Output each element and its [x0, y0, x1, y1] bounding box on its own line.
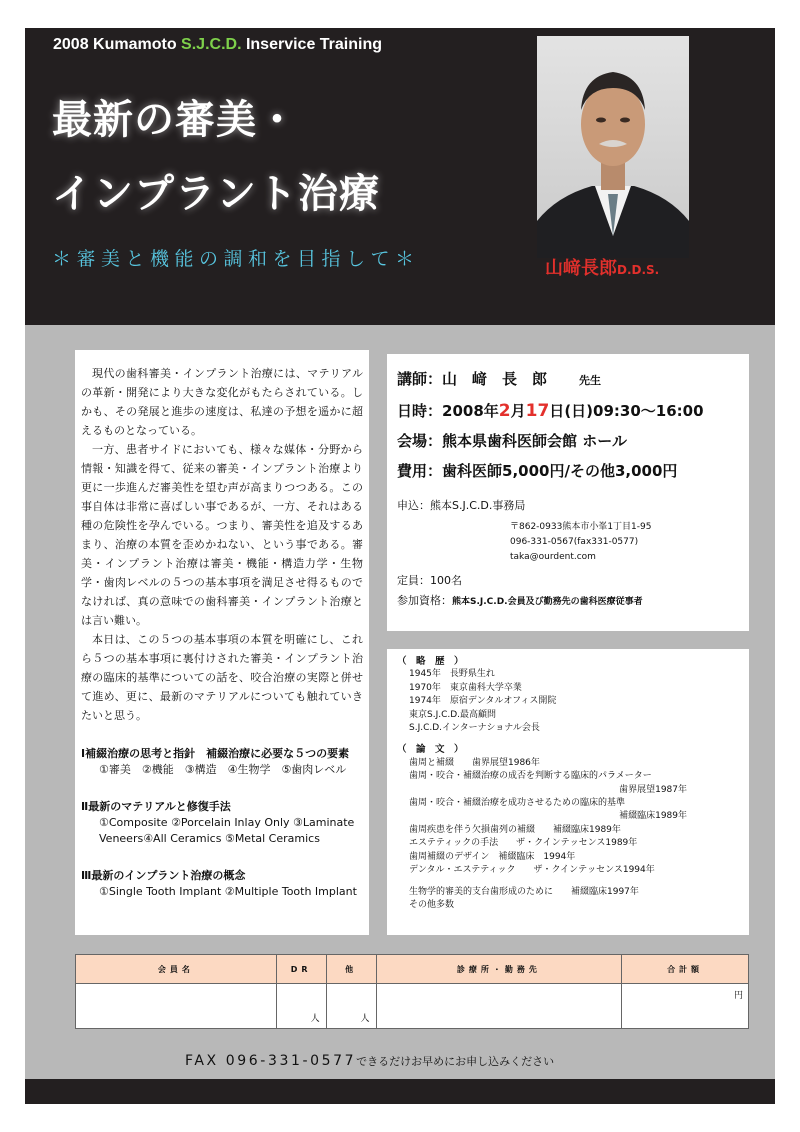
paper-item: 歯周疾患を伴う欠損歯列の補綴 補綴臨床1989年 [409, 824, 621, 835]
col-member-name: 会員名 [76, 955, 277, 984]
fee-line: 費用：歯科医師5,000円/その他3,000円 [397, 462, 678, 480]
history-item: S.J.C.D.インターナショナル会長 [409, 723, 540, 734]
paper-item: デンタル・エステティック ザ・クインテッセンス1994年 [409, 865, 655, 876]
history-item: 東京S.J.C.D.最高顧問 [409, 709, 497, 720]
intro-paragraph: 現代の歯科審美・インプラント治療には、マテリアルの革新・開発により大きな変化がもたらされている。しかも、その発展と進歩の速度は、私達の予想を遥かに超えるものとなっている。 [81, 367, 363, 437]
person-unit: 人 [360, 1014, 370, 1024]
topic-detail: ①審美 ②機能 ③構造 ④生物学 ⑤歯肉レベル [99, 763, 347, 776]
fax-line [185, 1050, 554, 1069]
topic-heading: Ⅱ最新のマテリアルと修復手法 [81, 800, 231, 813]
paper-source: 歯界展望1987年 [619, 784, 687, 795]
total-amount-field[interactable] [622, 984, 749, 1029]
history-item: 1974年 原宿デンタルオフィス開院 [409, 696, 557, 707]
topic-heading: Ⅲ最新のインプラント治療の概念 [81, 869, 246, 882]
date-month: 2 [498, 401, 511, 421]
col-total: 合計額 [622, 955, 749, 984]
history-item: 1970年 東京歯科大学卒業 [409, 682, 522, 693]
paper-item: 歯周・咬合・補綴治療の成否を判断する臨床的パラメーター [409, 771, 652, 782]
speaker-bio-panel [387, 649, 749, 935]
paper-item: 歯周・咬合・補綴治療を成功させるための臨床的基準 [409, 798, 626, 809]
col-clinic: 診療所・勤務先 [376, 955, 622, 984]
speaker-portrait-icon [537, 36, 689, 258]
sjcd-label: S.J.C.D. [181, 36, 242, 53]
other-count-field[interactable] [326, 984, 376, 1029]
content-area [25, 325, 775, 1079]
footer-bar [25, 1079, 775, 1104]
topic-3 [81, 867, 363, 900]
intro-paragraph: 一方、患者サイドにおいても、様々な媒体・分野から情報・知識を得て、従来の審美・インプラント治療より更に一歩進んだ審美性を望む声が高まりつつある。この事自体は非常に喜ばしい事であるが、一方、それはある種の危険性を孕んでいる。つまり、審美性を追及するあまり、治療の本質を歪めかねない、という事である。審美・インプラント治療は審美・機能・構造力学・生物学・歯肉レベルの５つの基本事項を満足させ得るものでなければ、真の意味での歯科審美・インプラント治療とは言い難い。 [81, 443, 363, 627]
qualification-line: 参加資格：熊本S.J.C.D.会員及び勤務先の歯科医療従事者 [397, 594, 643, 607]
speaker-name: 山﨑長郎D.D.S. [545, 258, 660, 279]
col-dr: DR [276, 955, 326, 984]
paper-item: 歯周と補綴 歯界展望1986年 [409, 757, 540, 768]
history-heading: （ 略 歴 ） [397, 656, 464, 667]
paper-others: その他多数 [409, 899, 455, 910]
contact-address [510, 520, 739, 565]
registration-form [75, 954, 749, 1029]
yen-unit: 円 [733, 991, 743, 1001]
papers-heading: （ 論 文 ） [397, 744, 464, 756]
paper-item: 生物学的審美的支台歯形成のために 補綴臨床1997年 [409, 886, 639, 897]
paper-source: 補綴臨床1989年 [619, 811, 687, 822]
fax-note: できるだけお早めにお申し込みください [356, 1055, 555, 1068]
postal-address: 〒862-0933熊本市小峯1丁目1-95 [510, 522, 652, 532]
lecturer-name: 山 﨑 長 郎 [442, 370, 548, 388]
topic-1 [81, 745, 363, 778]
intro-text [81, 364, 363, 725]
intro-paragraph: 本日は、この５つの基本事項の本質を明確にし、これら５つの基本事項に裏付けされた審美・インプラント治療の臨床的基準についての話を、咬合治療の実際と併せて進め、更に、最新のマテリアルについても触れていきたいと思う。 [81, 633, 363, 722]
speaker-photo [537, 36, 689, 258]
clinic-field[interactable] [376, 984, 622, 1029]
topic-2 [81, 798, 363, 847]
date-line: 日時：2008年2月17日(日)09:30～16:00 [397, 401, 704, 421]
main-title-line1: 最新の審美・ [52, 97, 298, 143]
event-name: 2008 Kumamoto S.J.C.D. Inservice Training [53, 36, 383, 53]
paper-item: 歯周補綴のデザイン 補綴臨床 1994年 [409, 851, 576, 862]
venue-line: 会場：熊本県歯科医師会館 ホール [397, 432, 627, 450]
capacity-line: 定員：100名 [397, 574, 462, 587]
speaker-degree: D.D.S. [617, 263, 660, 277]
subtitle: ＊審美と機能の調和を目指して＊ [52, 248, 420, 270]
col-other: 他 [326, 955, 376, 984]
topic-detail: ①Single Tooth Implant ②Multiple Tooth Implant [99, 885, 357, 898]
history-item: 1945年 長野県生れ [409, 669, 495, 680]
topic-detail: ①Composite ②Porcelain Inlay Only ③Laminate Veneers④All Ceramics ⑤Metal Ceramics [99, 816, 355, 845]
lecturer-line: 講師：山 﨑 長 郎 先生 [397, 370, 602, 388]
dr-count-field[interactable] [276, 984, 326, 1029]
fax-number: FAX 096-331-0577 [185, 1053, 357, 1069]
apply-line: 申込：熊本S.J.C.D.事務局 [397, 499, 526, 512]
phone-number: 096-331-0567(fax331-0577) [510, 537, 639, 547]
date-day: 17 [525, 401, 550, 421]
event-info-panel [387, 354, 749, 631]
intro-panel [75, 350, 369, 935]
person-unit: 人 [310, 1014, 320, 1024]
paper-item: エステティックの手法 ザ・クインテッセンス1989年 [409, 838, 638, 849]
member-name-field[interactable] [76, 984, 277, 1029]
topic-heading: Ⅰ補綴治療の思考と指針 補綴治療に必要な５つの要素 [81, 747, 350, 760]
email-address: taka@ourdent.com [510, 552, 596, 562]
main-title-line2: インプラント治療 [52, 171, 380, 217]
